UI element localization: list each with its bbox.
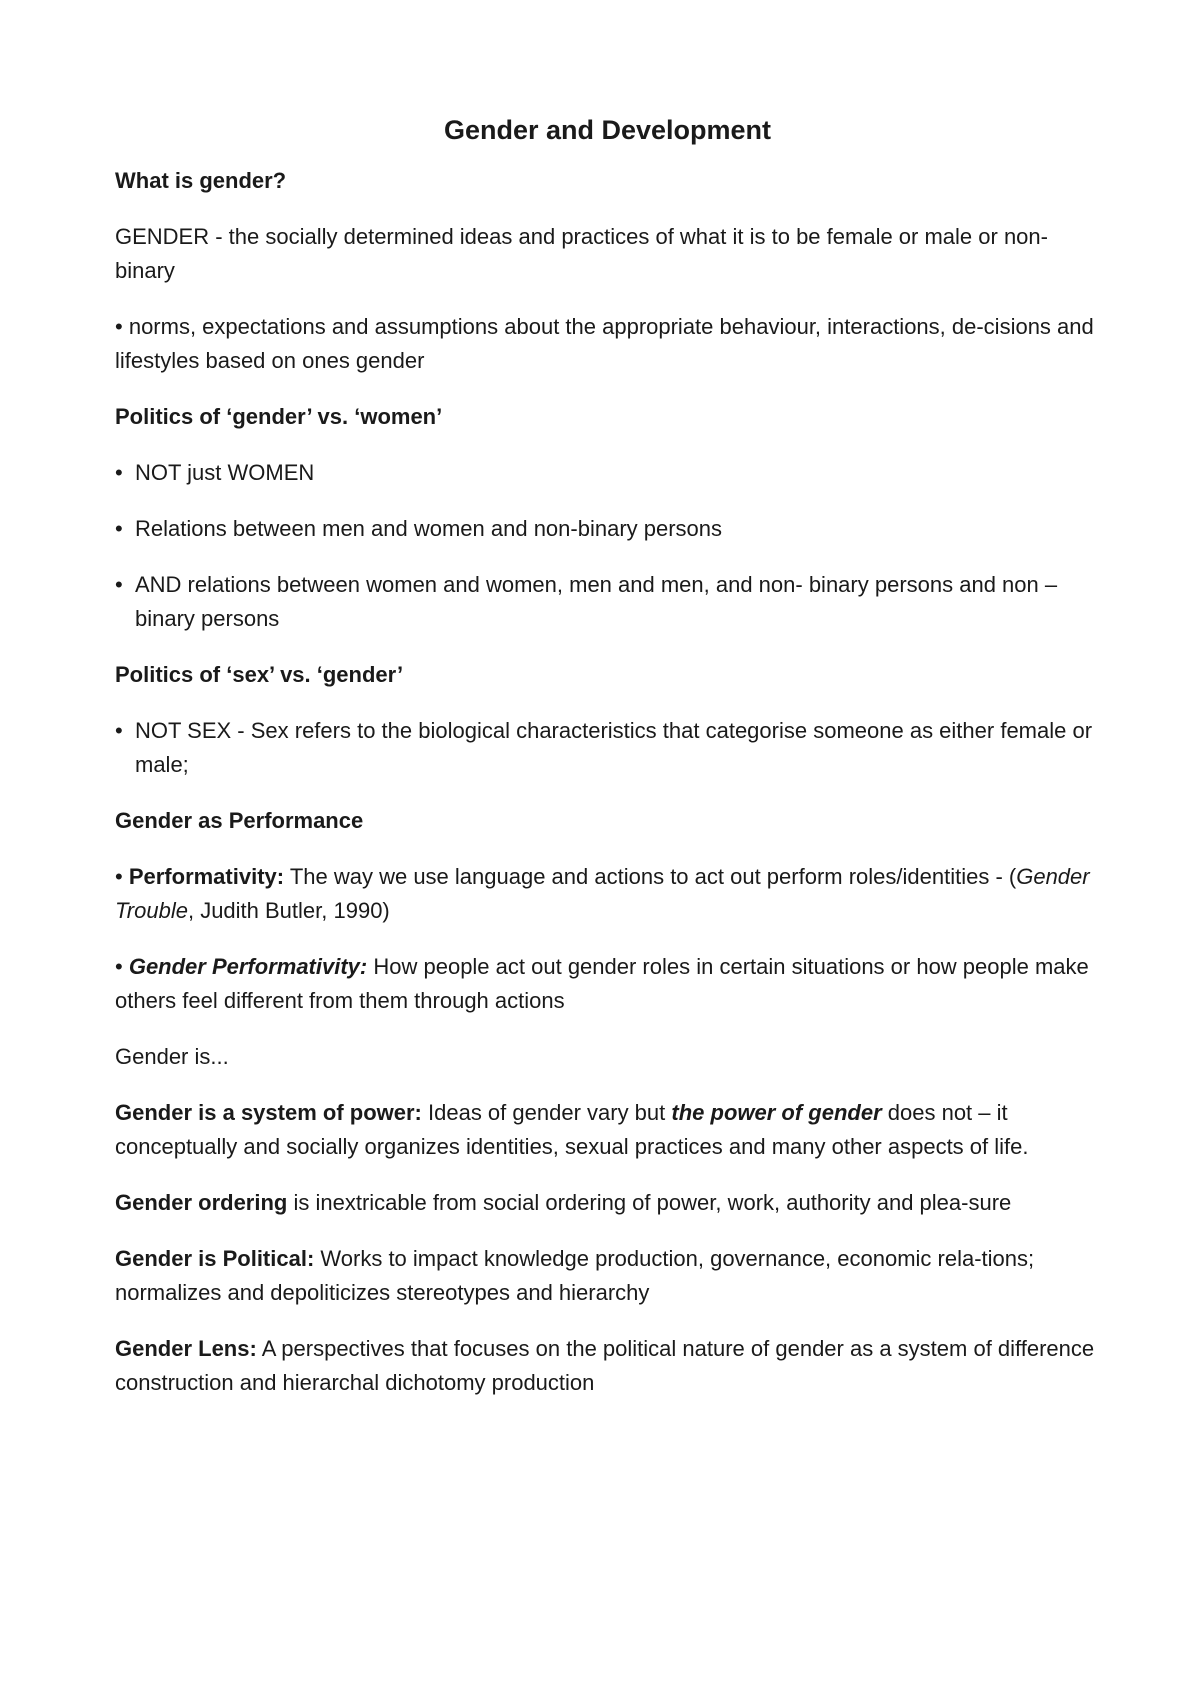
gender-norms-paragraph [115,310,1100,378]
gender-power-text-2: does not – it conceptually and socially organizes identities, sexual practices and many other aspects of life. [115,1100,1029,1159]
list-item: • NOT just WOMEN [115,456,1100,490]
section-heading-what-is-gender: What is gender? [115,168,287,193]
bullet-mark: • [115,314,123,339]
document-title: Gender and Development [443,115,772,145]
gender-lens-term: Gender Lens: [115,1336,257,1361]
list-item: • NOT SEX - Sex refers to the biological characteristics that categorise someone as either female or male; [115,714,1100,782]
gender-political-text: Works to impact knowledge production, governance, economic rela-tions; normalizes and depoliticizes stereotypes and hierarchy [115,1246,1035,1305]
section-heading-sex-vs-gender: Politics of ‘sex’ vs. ‘gender’ [115,662,404,687]
gender-ordering-text: is inextricable from social ordering of power, work, authority and plea-sure [293,1190,1012,1215]
performativity-text: The way we use language and actions to act out perform roles/identities - ( [289,864,1017,889]
gender-lens-paragraph [115,1332,1100,1400]
citation: , Judith Butler, 1990) [187,898,390,923]
gender-power-text-1: Ideas of gender vary but [428,1100,666,1125]
bullet-mark: • [115,954,123,979]
gender-political-paragraph [115,1242,1100,1310]
sex-vs-gender-list [115,714,1100,782]
list-item: • AND relations between women and women, men and men, and non- binary persons and non – binary persons [115,568,1100,636]
document-content [115,110,1100,1422]
gender-political-term: Gender is Political: [115,1246,315,1271]
gender-is-intro: Gender is... [115,1044,229,1069]
gender-power-paragraph [115,1096,1100,1164]
gender-power-emphasis: the power of gender [671,1100,882,1125]
bullet-mark: • [115,864,123,889]
gender-lens-text: A perspectives that focuses on the political nature of gender as a system of difference construction and hierarchal dichotomy production [115,1336,1095,1395]
list-item: • Relations between men and women and non-binary persons [115,512,1100,546]
book-title: Gender Trouble [115,864,1090,923]
section-heading-gender-vs-women: Politics of ‘gender’ vs. ‘women’ [115,404,443,429]
gender-ordering-term: Gender ordering [115,1190,288,1215]
gender-power-term: Gender is a system of power: [115,1100,422,1125]
gender-performativity-term: Gender Performativity: [128,954,368,979]
gender-definition: GENDER - the socially determined ideas and practices of what it is to be female or male or non-binary [115,224,1048,283]
performativity-term: Performativity: [128,864,285,889]
section-heading-gender-as-performance: Gender as Performance [115,808,364,833]
gender-norms-text: norms, expectations and assumptions about the appropriate behaviour, interactions, de-cisions and lifestyles based on ones gender [115,314,1094,373]
gender-performativity-paragraph [115,950,1100,1018]
gender-vs-women-list [115,456,1100,636]
gender-performativity-text: How people act out gender roles in certain situations or how people make others feel different from them through actions [115,954,1089,1013]
performativity-paragraph [115,860,1100,928]
gender-ordering-paragraph [115,1186,1100,1220]
